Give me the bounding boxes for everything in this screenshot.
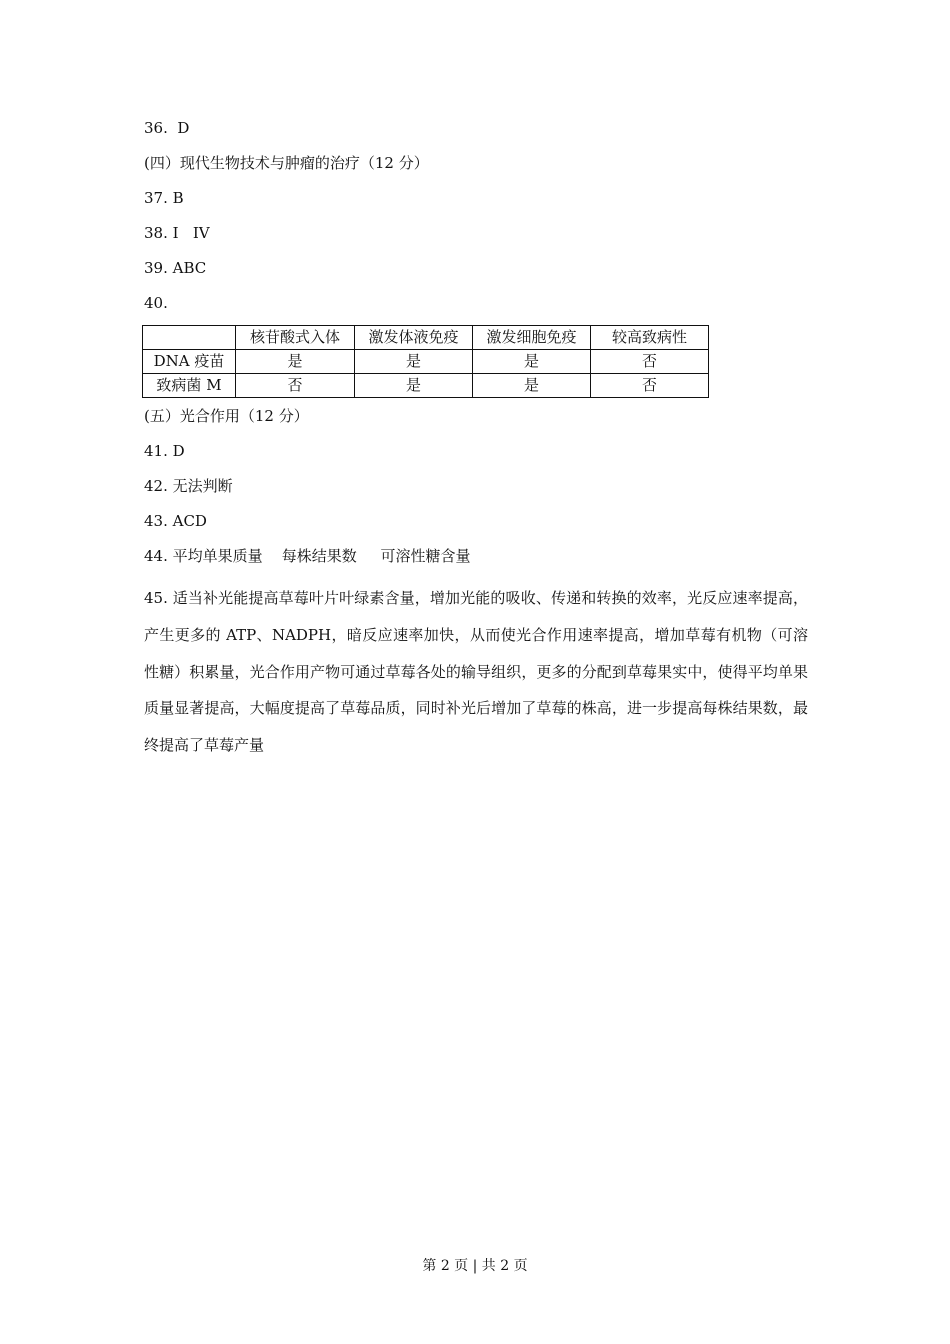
answer-40-label: 40. bbox=[144, 294, 168, 312]
answer-36: 36. D bbox=[144, 119, 190, 137]
answer-45: 45. 适当补光能提高草莓叶片叶绿素含量，增加光能的吸收、传递和转换的效率，光反应速率提高，产生更多的 ATP、NADPH，暗反应速率加快，从而使光合作用速率提高，增加草莓有机物（可溶性糖）积累量，光合作用产物可通过草莓各处的输导组织，更多的分配到草莓果实中，使得平均单果质量显著提高，大幅度提高了草莓品质，同时补光后增加了草莓的株高，进一步提高每株结果数，最终提高了草莓产量 bbox=[144, 589, 808, 755]
table-cell: 致病菌 M bbox=[143, 374, 236, 398]
answer-44: 44. 平均单果质量 每株结果数 可溶性糖含量 bbox=[144, 547, 471, 565]
answer-40-table bbox=[142, 325, 709, 398]
table-cell: DNA 疫苗 bbox=[143, 350, 236, 374]
table-cell: 是 bbox=[473, 374, 591, 398]
answer-41: 41. D bbox=[144, 442, 185, 460]
table-header-cell bbox=[143, 326, 236, 350]
answer-38: 38. I IV bbox=[144, 224, 210, 242]
table-cell: 是 bbox=[236, 350, 355, 374]
table-header-row bbox=[143, 326, 709, 350]
answer-43: 43. ACD bbox=[144, 512, 207, 530]
table-row bbox=[143, 374, 709, 398]
table-header-cell: 核苷酸式入体 bbox=[236, 326, 355, 350]
table-cell: 否 bbox=[591, 374, 709, 398]
answer-37: 37. B bbox=[144, 189, 184, 207]
table-header-cell: 较高致病性 bbox=[591, 326, 709, 350]
section-heading-4: (四）现代生物技术与肿瘤的治疗（12 分） bbox=[144, 154, 429, 172]
answer-42: 42. 无法判断 bbox=[144, 477, 233, 495]
answer-39: 39. ABC bbox=[144, 259, 207, 277]
table-cell: 否 bbox=[236, 374, 355, 398]
table-cell: 是 bbox=[473, 350, 591, 374]
table-cell: 是 bbox=[355, 374, 473, 398]
table-header-cell: 激发体液免疫 bbox=[355, 326, 473, 350]
table-cell: 是 bbox=[355, 350, 473, 374]
section-heading-5: (五）光合作用（12 分） bbox=[144, 407, 309, 425]
page-footer: 第 2 页 | 共 2 页 bbox=[422, 1258, 528, 1274]
table-row bbox=[143, 350, 709, 374]
table-cell: 否 bbox=[591, 350, 709, 374]
table-header-cell: 激发细胞免疫 bbox=[473, 326, 591, 350]
